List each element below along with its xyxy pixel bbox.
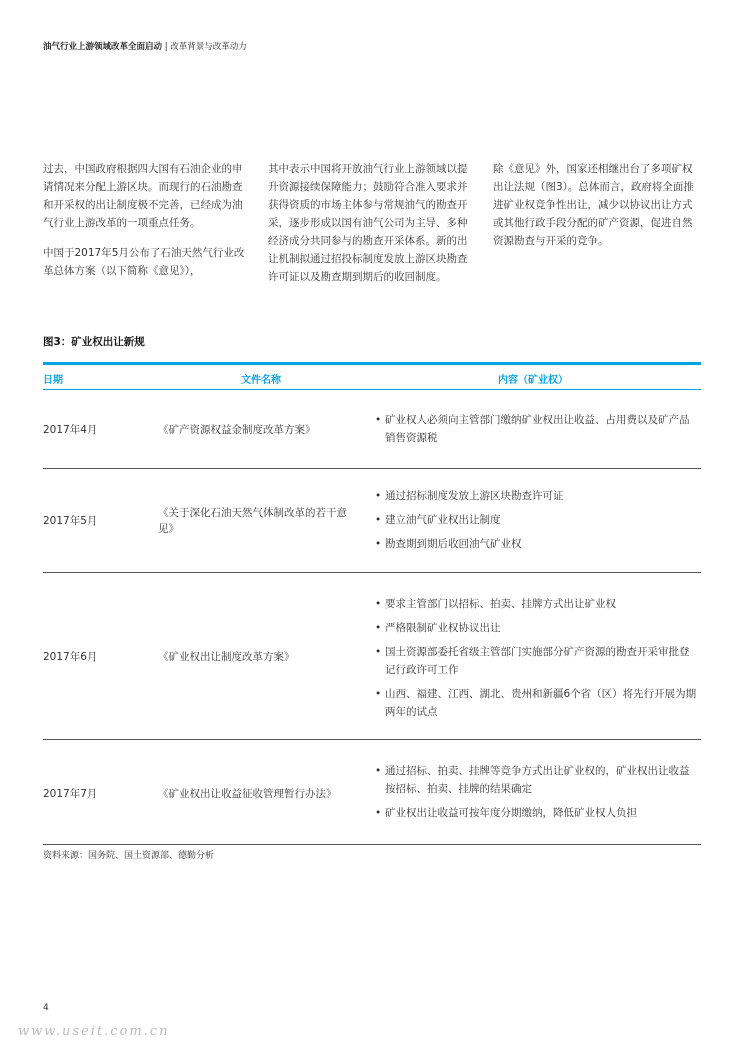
row-date: 2017年7月: [43, 788, 98, 800]
paragraph: 除《意见》外，国家还相继出台了多项矿权出让法规（图3）。总体而言，政府将全面推进矿业权竞争性出让，减少以协议出让方式或其他行政手段分配的矿产资源，促进自然资源勘查与开采的竞争。: [493, 163, 694, 247]
regulation-table: [43, 362, 701, 845]
table-row: [43, 469, 701, 573]
header-separator: |: [164, 42, 168, 52]
content-bullet: • 国土资源部委托省级主管部门实施部分矿产资源的勘查开采审批登记行政许可工作: [375, 643, 699, 679]
content-bullet: • 矿业权人必须向主管部门缴纳矿业权出让收益、占用费以及矿产品销售资源税: [375, 411, 699, 447]
row-content: [375, 762, 699, 828]
running-header: [43, 40, 247, 52]
row-document: 《矿业权出让制度改革方案》: [158, 651, 295, 663]
header-content: 内容（矿业权）: [498, 375, 568, 386]
table-row: [43, 390, 701, 469]
table-row: [43, 573, 701, 740]
row-document: 《关于深化石油天然气体制改革的若干意见》: [158, 507, 347, 535]
row-date: 2017年5月: [43, 515, 98, 527]
content-bullet: • 通过招标制度发放上游区块勘查许可证: [375, 487, 699, 505]
row-content: [375, 595, 699, 727]
row-date: 2017年6月: [43, 651, 98, 663]
content-bullet: • 通过招标、拍卖、挂牌等竞争方式出让矿业权的，矿业权出让收益按招标、拍卖、挂牌的结果确定: [375, 762, 699, 798]
paragraph: 过去，中国政府根据四大国有石油企业的申请情况来分配上游区块。而现行的石油勘查和开采权的出让制度极不完善，已经成为油气行业上游改革的一项重点任务。: [43, 163, 243, 229]
paragraph: 中国于2017年5月公布了石油天然气行业改革总体方案（以下简称《意见》），: [43, 247, 245, 277]
table-row: [43, 740, 701, 845]
content-bullet: • 矿业权出让收益可按年度分期缴纳，降低矿业权人负担: [375, 804, 699, 822]
content-bullet: • 严格限制矿业权协议出让: [375, 619, 699, 637]
watermark: www.useit.com.cn: [18, 1024, 170, 1039]
row-document: 《矿产资源权益金制度改革方案》: [158, 424, 316, 436]
row-content: [375, 411, 699, 453]
header-subsection: 改革背景与改革动力: [170, 42, 247, 52]
figure-title: 图3：矿业权出让新规: [43, 336, 145, 348]
content-bullet: • 建立油气矿业权出让制度: [375, 511, 699, 529]
content-bullet: • 勘查期到期后收回油气矿业权: [375, 535, 699, 553]
source-note: 资料来源：国务院、国土资源部、德勤分析: [43, 851, 215, 861]
header-document: 文件名称: [241, 375, 281, 386]
paragraph: 其中表示中国将开放油气行业上游领域以提升资源接续保障能力；鼓励符合准入要求并获得资质的市场主体参与常规油气的勘查开采，逐步形成以国有油气公司为主导、多种经济成分共同参与的勘查开采体系。新的出让机制拟通过招投标制度发放上游区块勘查许可证以及勘查期到期后的收回制度。: [268, 163, 468, 283]
header-date: 日期: [43, 375, 63, 386]
page-number: 4: [43, 1003, 49, 1013]
body-column-1: [43, 160, 250, 292]
row-date: 2017年4月: [43, 424, 98, 436]
content-bullet: • 要求主管部门以招标、拍卖、挂牌方式出让矿业权: [375, 595, 699, 613]
header-section: 油气行业上游领域改革全面启动: [43, 42, 163, 52]
row-content: [375, 487, 699, 559]
row-document: 《矿业权出让收益征收管理暂行办法》: [158, 788, 337, 800]
body-column-3: [493, 160, 700, 262]
content-bullet: • 山西、福建、江西、湖北、贵州和新疆6个省（区）将先行开展为期两年的试点: [375, 685, 699, 721]
body-column-2: [268, 160, 475, 298]
table-header: [43, 365, 701, 390]
